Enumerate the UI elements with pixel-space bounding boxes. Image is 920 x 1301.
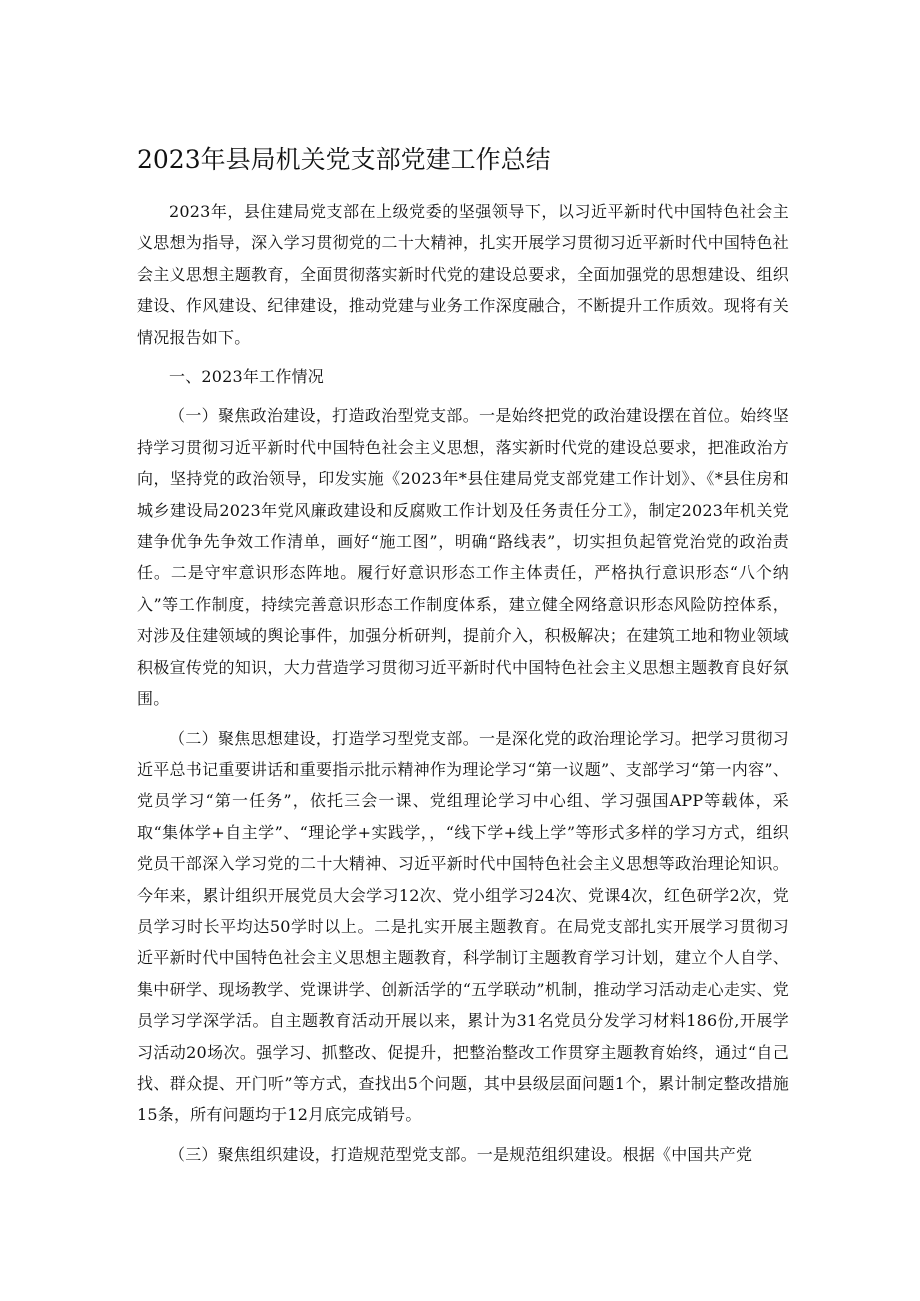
document-body — [137, 196, 789, 1170]
part-two-paragraph: （二）聚焦思想建设，打造学习型党支部。一是深化党的政治理论学习。把学习贯彻习近平总书记重要讲话和重要指示批示精神作为理论学习“第一议题”、支部学习“第一内容”、党员学习“第一任务”，依托三会一课、党组理论学习中心组、学习强国APP等载体，采取“集体学+自主学”、“理论学+实践学，，“线下学+线上学”等形式多样的学习方式，组织党员干部深入学习党的二十大精神、习近平新时代中国特色社会主义思想等政治理论知识。今年来，累计组织开展党员大会学习12次、党小组学习24次、党课4次，红色研学2次，党员学习时长平均达50学时以上。二是扎实开展主题教育。在局党支部扎实开展学习贯彻习近平新时代中国特色社会主义思想主题教育，科学制订主题教育学习计划，建立个人自学、集中研学、现场教学、党课讲学、创新活学的“五学联动”机制，推动学习活动走心走实、党员学习学深学活。自主题教育活动开展以来，累计为31名党员分发学习材料186份,开展学习活动20场次。强学习、抓整改、促提升，把整治整改工作贯穿主题教育始终，通过“自己找、群众提、开门听”等方式，查找出5个问题，其中县级层面问题1个，累计制定整改措施15条，所有问题均于12月底完成销号。 — [137, 728, 789, 1125]
intro-paragraph: 2023年，县住建局党支部在上级党委的坚强领导下，以习近平新时代中国特色社会主义思想为指导，深入学习贯彻党的二十大精神，扎实开展学习贯彻习近平新时代中国特色社会主义思想主题教育，全面贯彻落实新时代党的建设总要求，全面加强党的思想建设、组织建设、作风建设、纪律建设，推动党建与业务工作深度融合，不断提升工作质效。现将有关情况报告如下。 — [137, 202, 789, 347]
part-one-paragraph: （一）聚焦政治建设，打造政治型党支部。一是始终把党的政治建设摆在首位。始终坚持学习贯彻习近平新时代中国特色社会主义思想，落实新时代党的建设总要求，把准政治方向，坚持党的政治领导，印发实施《2023年*县住建局党支部党建工作计划》、《*县住房和城乡建设局2023年党风廉政建设和反腐败工作计划及任务责任分工》，制定2023年机关党建争优争先争效工作清单，画好“施工图”，明确“路线表”，切实担负起管党治党的政治责任。二是守牢意识形态阵地。履行好意识形态工作主体责任，严格执行意识形态“八个纳入”等工作制度，持续完善意识形态工作制度体系，建立健全网络意识形态风险防控体系，对涉及住建领域的舆论事件，加强分析研判，提前介入，积极解决；在建筑工地和物业领域积极宣传党的知识，大力营造学习贯彻习近平新时代中国特色社会主义思想主题教育良好氛围。 — [137, 406, 789, 709]
part-three-paragraph: （三）聚焦组织建设，打造规范型党支部。一是规范组织建设。根据《中国共产党 — [169, 1144, 753, 1164]
document-title: 2023年县局机关党支部党建工作总结 — [137, 145, 551, 174]
section-heading: 一、2023年工作情况 — [169, 367, 324, 387]
